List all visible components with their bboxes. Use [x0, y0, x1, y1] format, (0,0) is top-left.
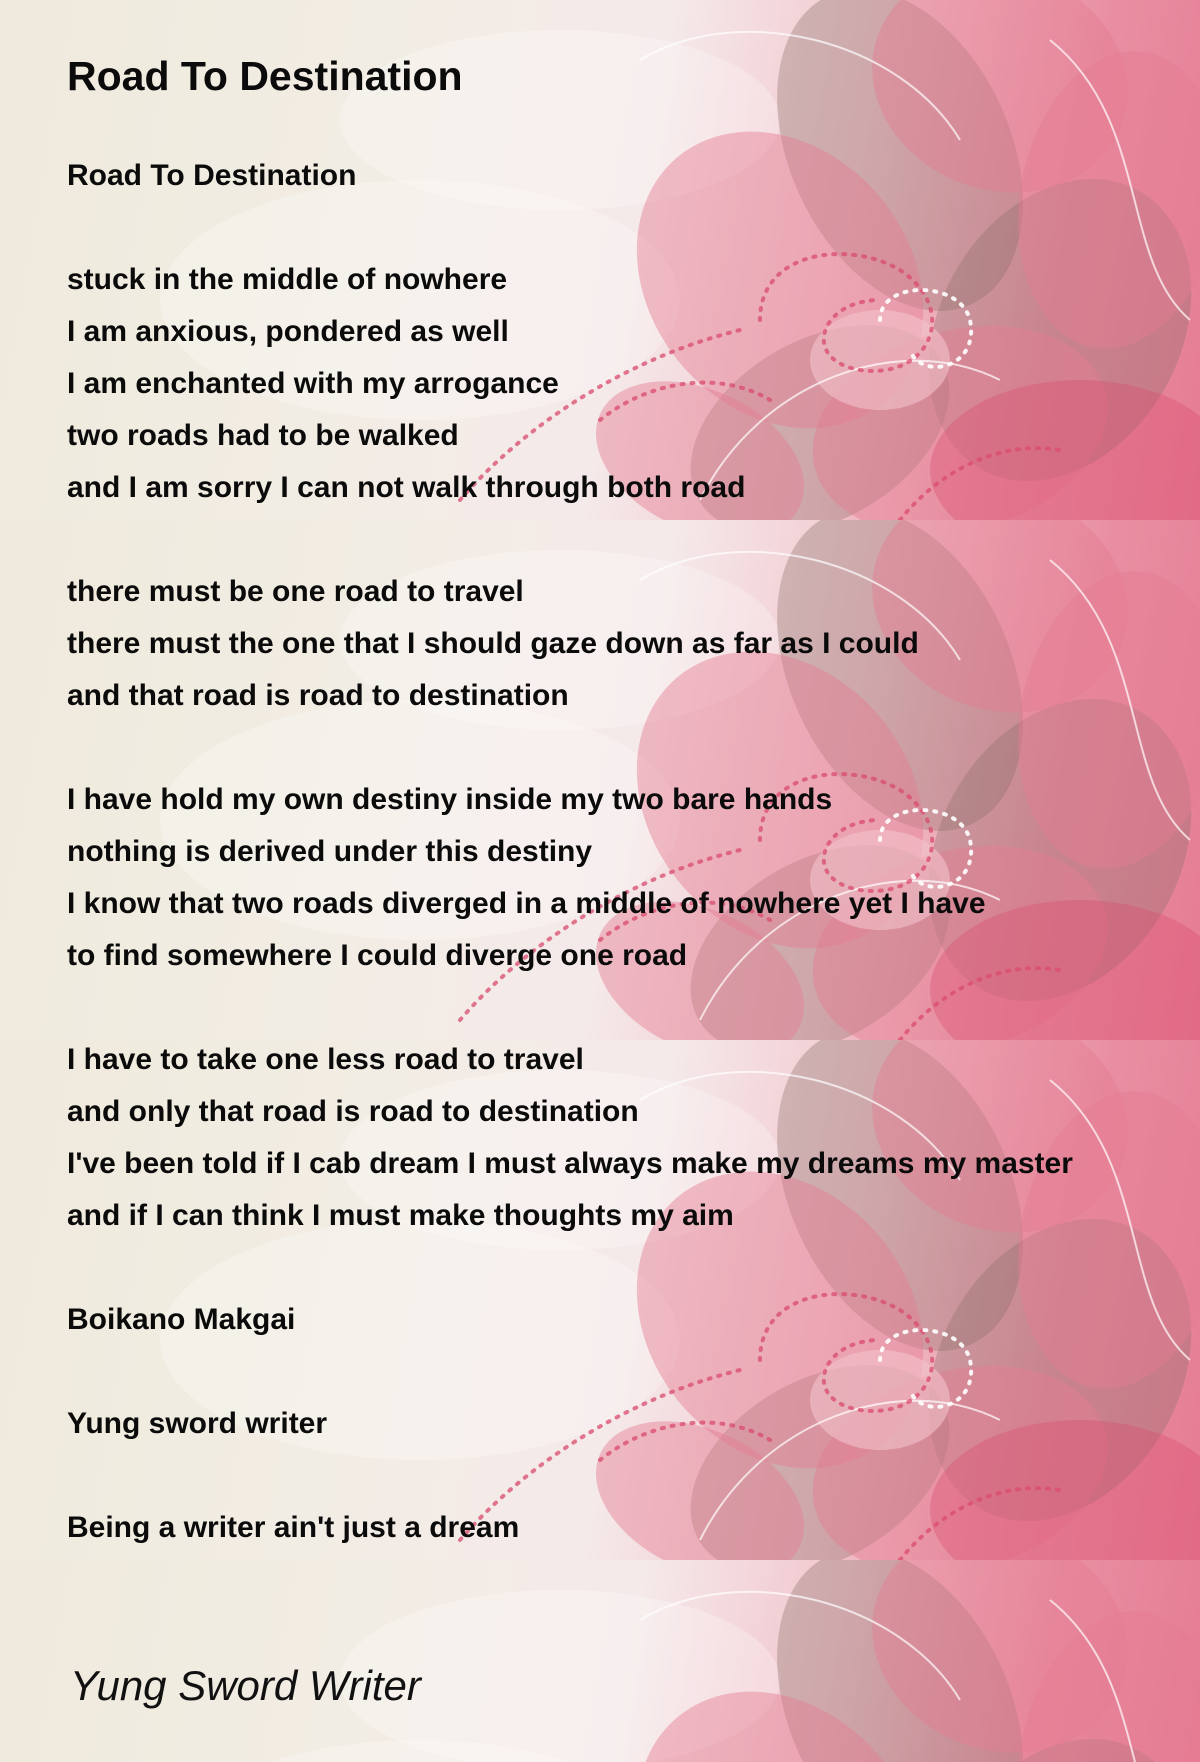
- stanza-4: [67, 1034, 1177, 1242]
- poem-line: there must the one that I should gaze down as far as I could: [67, 627, 919, 660]
- poem-line: there must be one road to travel: [67, 575, 524, 608]
- poem-body: [67, 150, 1177, 1606]
- poem-line: nothing is derived under this destiny: [67, 835, 593, 868]
- signature: Yung Sword Writer: [70, 1662, 421, 1709]
- stanza-1: [67, 254, 1177, 514]
- poem-line: and only that road is road to destination: [67, 1095, 639, 1128]
- poem-line: to find somewhere I could diverge one road: [67, 939, 688, 972]
- poem-line: Road To Destination: [67, 159, 357, 192]
- poem-line: I've been told if I cab dream I must always make my dreams my master: [67, 1147, 1073, 1180]
- poem-line: I have hold my own destiny inside my two bare hands: [67, 783, 833, 816]
- stanza-2: [67, 566, 1177, 722]
- poem-line: stuck in the middle of nowhere: [67, 263, 508, 296]
- poem-line: two roads had to be walked: [67, 419, 459, 452]
- stanza-heading: [67, 150, 1177, 202]
- author-alias: [67, 1398, 1177, 1450]
- poem-line: and I am sorry I can not walk through both road: [67, 471, 746, 504]
- poem-line: I am enchanted with my arrogance: [67, 367, 559, 400]
- poem-line: Boikano Makgai: [67, 1303, 296, 1336]
- closing-line: [67, 1502, 1177, 1554]
- poem-line: I am anxious, pondered as well: [67, 315, 509, 348]
- author-name: [67, 1294, 1177, 1346]
- poem-line: Yung sword writer: [67, 1407, 328, 1440]
- poem-line: Being a writer ain't just a dream: [67, 1511, 520, 1544]
- poem-line: and if I can think I must make thoughts my aim: [67, 1199, 734, 1232]
- poem-line: and that road is road to destination: [67, 679, 569, 712]
- poem-title: Road To Destination: [67, 53, 463, 99]
- poem-line: I know that two roads diverged in a middle of nowhere yet I have: [67, 887, 986, 920]
- poem-line: I have to take one less road to travel: [67, 1043, 584, 1076]
- stanza-3: [67, 774, 1177, 982]
